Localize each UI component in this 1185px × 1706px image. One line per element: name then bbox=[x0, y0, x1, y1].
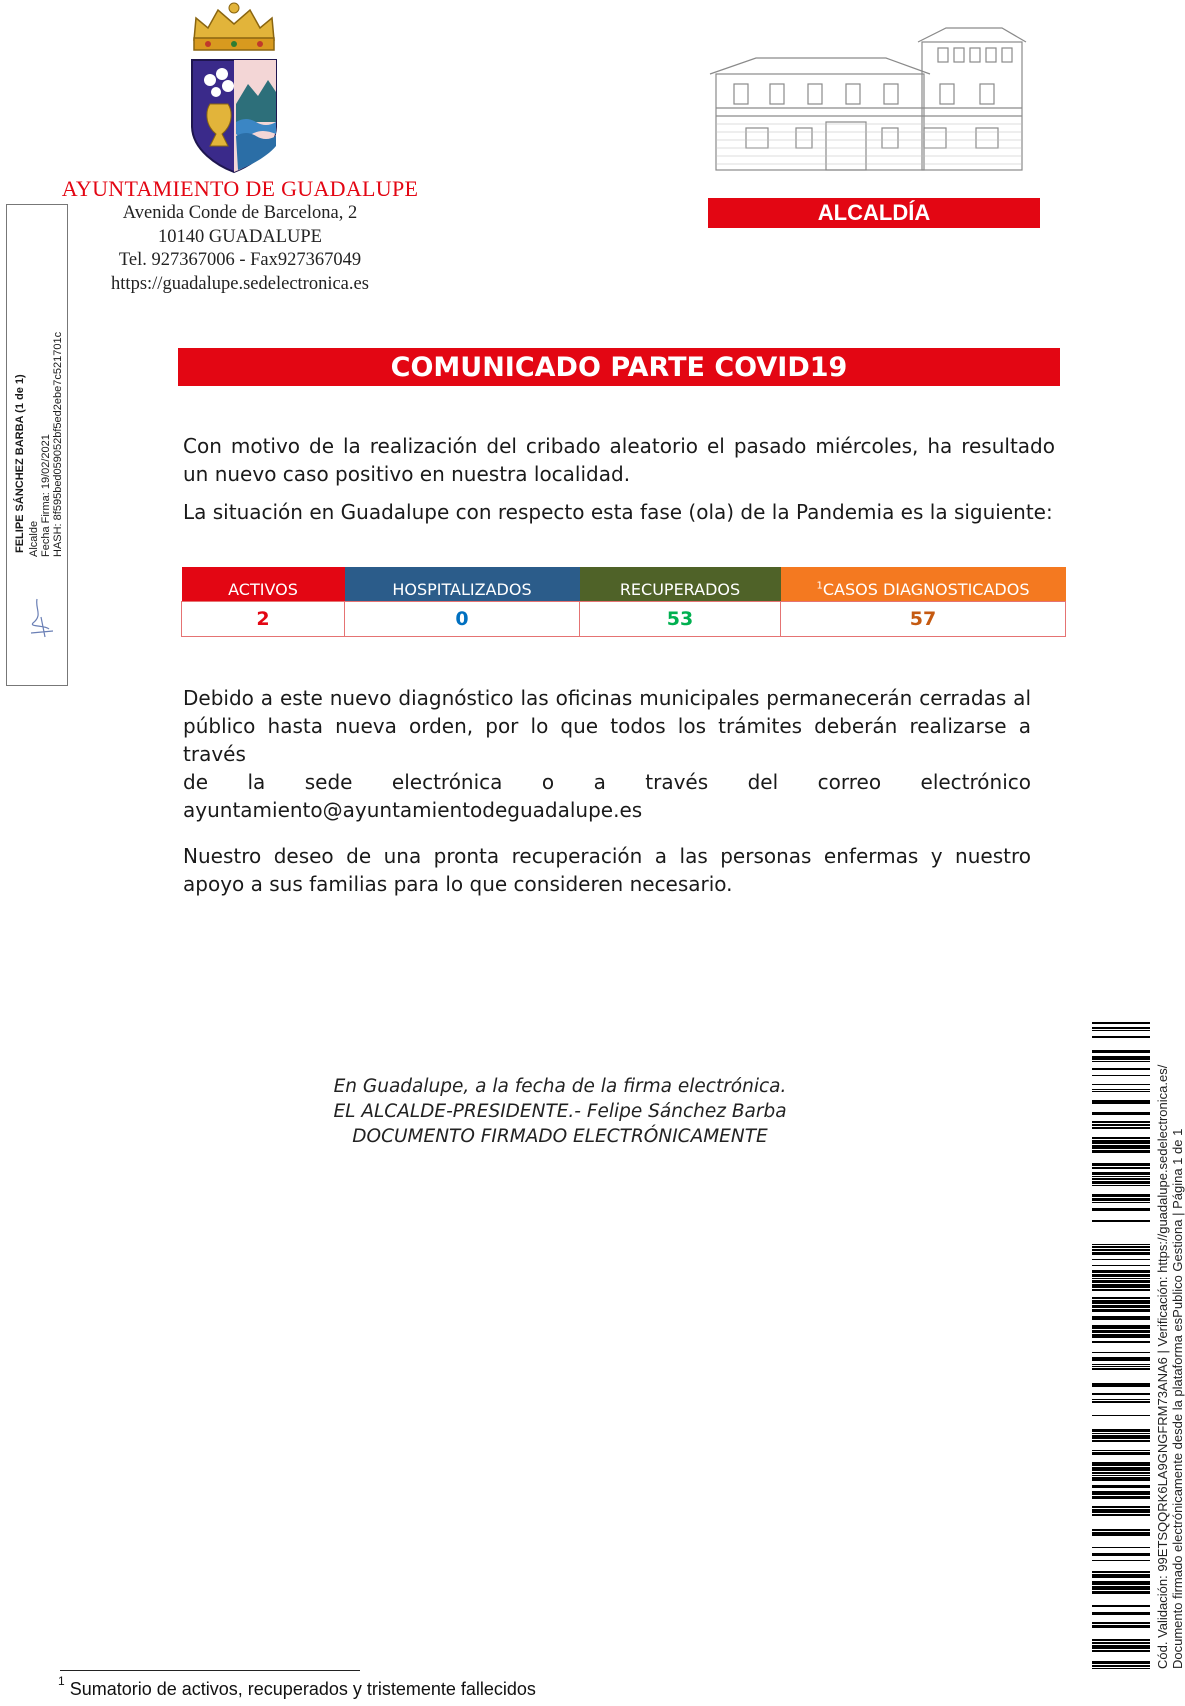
footnote-marker: 1 bbox=[816, 580, 823, 592]
footnote-text: Sumatorio de activos, recuperados y tristemente fallecidos bbox=[69, 1679, 536, 1699]
signature-place-date: En Guadalupe, a la fecha de la firma electrónica. bbox=[333, 1076, 787, 1097]
barcode-bar bbox=[1092, 1185, 1150, 1186]
barcode-bar bbox=[1092, 1208, 1150, 1211]
barcode-bar bbox=[1092, 1305, 1150, 1308]
barcode-bar bbox=[1092, 1265, 1150, 1266]
barcode-bar bbox=[1092, 1022, 1150, 1024]
barcode-bar bbox=[1092, 1591, 1150, 1594]
barcode-bar bbox=[1092, 1366, 1150, 1367]
barcode-bar bbox=[1092, 1625, 1150, 1628]
barcode-bar bbox=[1092, 1612, 1150, 1615]
barcode-bar bbox=[1092, 1450, 1150, 1451]
barcode-bar bbox=[1092, 1642, 1150, 1644]
barcode-bar bbox=[1092, 1467, 1150, 1471]
barcode-bar bbox=[1092, 1364, 1150, 1365]
barcode-bar bbox=[1092, 1571, 1150, 1573]
barcode-bar bbox=[1092, 1399, 1150, 1400]
barcode-bar bbox=[1092, 1325, 1150, 1329]
barcode-bar bbox=[1092, 1665, 1150, 1667]
barcode-bar bbox=[1092, 1181, 1150, 1184]
barcode-bar bbox=[1092, 1485, 1150, 1488]
closure-line-2: público hasta nueva orden, por lo que todos los trámites deberán realizarse a través bbox=[183, 714, 1031, 766]
municipality-website: https://guadalupe.sedelectronica.es bbox=[111, 273, 369, 294]
barcode-bar bbox=[1092, 1100, 1150, 1104]
barcode-bar bbox=[1092, 1334, 1150, 1338]
barcode-bar bbox=[1092, 1140, 1150, 1144]
header-activos: ACTIVOS bbox=[182, 567, 345, 602]
barcode-bar bbox=[1092, 1112, 1150, 1115]
verification-code: Cód. Validación: 99ETSQQRK6LA9GNGFRM73ANA6 | Verificación: https://guadalupe.sedelectronica.es/ bbox=[1155, 1064, 1170, 1669]
barcode-bar bbox=[1092, 1194, 1150, 1197]
barcode-bar bbox=[1092, 1316, 1150, 1320]
barcode-bar bbox=[1092, 1176, 1150, 1177]
signature-scribble-icon bbox=[23, 597, 57, 641]
barcode-bar bbox=[1092, 1622, 1150, 1624]
sign-date: Fecha Firma: 19/02/2021 bbox=[40, 434, 52, 557]
barcode-bar bbox=[1092, 1650, 1150, 1652]
signer-role: Alcalde bbox=[28, 520, 40, 557]
barcode-bar bbox=[1092, 1547, 1150, 1548]
barcode-bar bbox=[1092, 1270, 1150, 1273]
barcode-bar bbox=[1092, 1300, 1150, 1304]
barcode-bar bbox=[1092, 1309, 1150, 1312]
barcode-bar bbox=[1092, 1330, 1150, 1333]
barcode-bar bbox=[1092, 1477, 1150, 1481]
barcode-bar bbox=[1092, 1259, 1150, 1260]
barcode-bar bbox=[1092, 1435, 1150, 1439]
header-casos-label: CASOS DIAGNOSTICADOS bbox=[822, 580, 1030, 599]
document-hash: HASH: 8f595bed059052bf5ed2ebe7c521701c bbox=[52, 331, 64, 557]
barcode-bar bbox=[1092, 1341, 1150, 1343]
barcode-bar bbox=[1092, 1393, 1150, 1395]
barcode-bar bbox=[1092, 1506, 1150, 1508]
verification-platform: Documento firmado electrónicamente desde la plataforma esPublico Gestiona | Página 1 de 1 bbox=[1170, 1128, 1185, 1669]
stats-value-row bbox=[182, 602, 1066, 637]
barcode-bar bbox=[1092, 1091, 1150, 1092]
municipality-name: AYUNTAMIENTO DE GUADALUPE bbox=[61, 176, 419, 201]
municipality-address: Avenida Conde de Barcelona, 2 bbox=[122, 203, 358, 223]
barcode-bar bbox=[1092, 1278, 1150, 1279]
barcode-bar bbox=[1092, 1352, 1150, 1353]
barcode-bar bbox=[1092, 1252, 1150, 1255]
barcode-bar bbox=[1092, 1668, 1150, 1669]
barcode-bar bbox=[1092, 1491, 1150, 1495]
municipality-header bbox=[40, 176, 440, 296]
barcode-bar bbox=[1092, 1357, 1150, 1361]
barcode-bar bbox=[1092, 1121, 1150, 1123]
barcode-bar bbox=[1092, 1429, 1150, 1432]
barcode-bar bbox=[1092, 1383, 1150, 1387]
barcode-bar bbox=[1092, 1605, 1150, 1607]
barcode-bar bbox=[1092, 1401, 1150, 1403]
signature-block bbox=[300, 1074, 820, 1149]
barcode-bar bbox=[1092, 1246, 1150, 1248]
closure-line-1: Debido a este nuevo diagnóstico las oficinas municipales permanecerán cerradas al bbox=[183, 686, 1031, 710]
signature-electronic-note: DOCUMENTO FIRMADO ELECTRÓNICAMENTE bbox=[352, 1126, 768, 1147]
stats-header-row bbox=[182, 567, 1066, 602]
barcode-bar bbox=[1092, 1172, 1150, 1175]
value-hospitalizados: 0 bbox=[345, 602, 580, 637]
value-casos-diagnosticados: 57 bbox=[781, 602, 1066, 637]
signature-mayor: EL ALCALDE-PRESIDENTE.- Felipe Sánchez Barba bbox=[333, 1101, 787, 1122]
barcode-bar bbox=[1092, 1056, 1150, 1060]
barcode-bar bbox=[1092, 1050, 1150, 1053]
barcode-bar bbox=[1092, 1036, 1150, 1038]
barcode-bar bbox=[1092, 1061, 1150, 1062]
barcode-bar bbox=[1092, 1415, 1150, 1416]
municipality-phone: Tel. 927367006 - Fax927367049 bbox=[118, 250, 362, 270]
value-activos: 2 bbox=[182, 602, 345, 637]
barcode-bar bbox=[1092, 1244, 1150, 1245]
barcode-bar bbox=[1092, 1440, 1150, 1442]
barcode-bar bbox=[1092, 1586, 1150, 1590]
barcode-bar bbox=[1092, 1124, 1150, 1126]
barcode-bar bbox=[1092, 1509, 1150, 1513]
barcode-bar bbox=[1092, 1433, 1150, 1434]
signer-name: FELIPE SÁNCHEZ BARBA (1 de 1) bbox=[14, 374, 26, 553]
verification-info bbox=[1155, 1065, 1185, 1669]
barcode-bar bbox=[1092, 1529, 1150, 1531]
barcode-bar bbox=[1092, 1462, 1150, 1466]
barcode-bar bbox=[1092, 1084, 1150, 1085]
coat-of-arms-logo bbox=[188, 0, 280, 176]
covid-stats-table bbox=[181, 567, 1066, 637]
footnote-divider bbox=[60, 1670, 360, 1671]
barcode-bar bbox=[1092, 1289, 1150, 1291]
barcode-bar bbox=[1092, 1581, 1150, 1585]
value-recuperados: 53 bbox=[580, 602, 781, 637]
barcode-bar bbox=[1092, 1284, 1150, 1288]
support-paragraph: Nuestro deseo de una pronta recuperación a las personas enfermas y nuestro apoyo a sus familias para lo que consideren necesario. bbox=[183, 844, 1031, 896]
closure-paragraph bbox=[183, 684, 1031, 824]
barcode-bar bbox=[1092, 1560, 1150, 1561]
barcode-bar bbox=[1092, 1274, 1150, 1277]
document-title: COMUNICADO PARTE COVID19 bbox=[178, 348, 1060, 386]
municipality-city: 10140 GUADALUPE bbox=[158, 226, 322, 247]
barcode-bar bbox=[1092, 1496, 1150, 1499]
barcode-bar bbox=[1092, 1645, 1150, 1649]
header-casos-diagnosticados bbox=[781, 567, 1066, 602]
barcode-bar bbox=[1092, 1639, 1150, 1641]
barcode-bar bbox=[1092, 1368, 1150, 1370]
barcode-bar bbox=[1092, 1075, 1150, 1076]
barcode-bar bbox=[1092, 1167, 1150, 1169]
header-recuperados: RECUPERADOS bbox=[580, 567, 781, 602]
barcode-bar bbox=[1092, 1198, 1150, 1201]
barcode-bar bbox=[1092, 1553, 1150, 1556]
barcode-bar bbox=[1092, 1220, 1150, 1222]
barcode-bar bbox=[1092, 1068, 1150, 1070]
header-hospitalizados: HOSPITALIZADOS bbox=[345, 567, 580, 602]
barcode-bar bbox=[1092, 1150, 1150, 1153]
barcode-bar bbox=[1092, 1127, 1150, 1129]
barcode-bar bbox=[1092, 1178, 1150, 1180]
barcode-bar bbox=[1092, 1249, 1150, 1251]
barcode-bar bbox=[1092, 1163, 1150, 1166]
barcode-bar bbox=[1092, 1030, 1150, 1031]
barcode-bar bbox=[1092, 1452, 1150, 1455]
closure-line-3: de la sede electrónica o a través del correo electrónico bbox=[183, 770, 1031, 794]
barcode-bar bbox=[1092, 1661, 1150, 1664]
department-banner: ALCALDÍA bbox=[708, 198, 1040, 228]
verification-barcode bbox=[1092, 1022, 1150, 1672]
contact-email: ayuntamiento@ayuntamientodeguadalupe.es bbox=[183, 798, 643, 822]
barcode-bar bbox=[1092, 1089, 1150, 1090]
barcode-bar bbox=[1092, 1280, 1150, 1283]
barcode-bar bbox=[1092, 1475, 1150, 1476]
footnote bbox=[58, 1674, 536, 1700]
intro-paragraph: Con motivo de la realización del cribado aleatorio el pasado miércoles, ha resultado un nuevo caso positivo en nuestra localidad. bbox=[183, 434, 1055, 486]
barcode-bar bbox=[1092, 1145, 1150, 1149]
barcode-bar bbox=[1092, 1297, 1150, 1299]
barcode-bar bbox=[1092, 1137, 1150, 1139]
footnote-number: 1 bbox=[58, 1674, 65, 1688]
barcode-bar bbox=[1092, 1472, 1150, 1474]
town-hall-illustration bbox=[706, 12, 1034, 180]
barcode-bar bbox=[1092, 1202, 1150, 1203]
barcode-bar bbox=[1092, 1574, 1150, 1578]
barcode-bar bbox=[1092, 1027, 1150, 1029]
barcode-bar bbox=[1092, 1532, 1150, 1536]
barcode-bar bbox=[1092, 1514, 1150, 1516]
situation-paragraph: La situación en Guadalupe con respecto esta fase (ola) de la Pandemia es la siguiente: bbox=[183, 500, 1053, 524]
